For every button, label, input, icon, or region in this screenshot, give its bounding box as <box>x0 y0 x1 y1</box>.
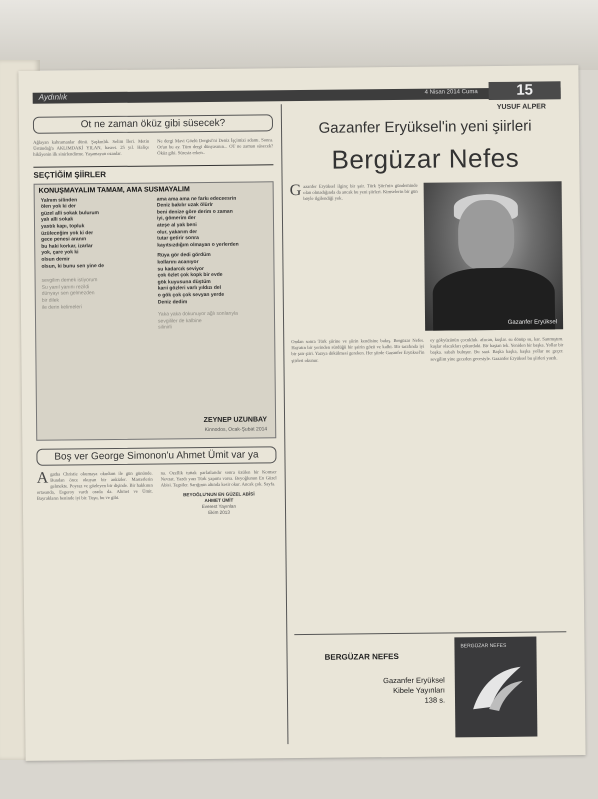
poem-column-1 <box>41 196 152 332</box>
poem-line: Deniz dedim <box>157 298 188 306</box>
background-top <box>0 0 598 70</box>
poem-line: kollarını acanıyor <box>157 259 199 266</box>
issue-date: 4 Nisan 2014 Cuma <box>424 89 478 96</box>
drop-cap: G <box>289 181 302 200</box>
article-title-ot: Ot ne zaman öküz gibi süsecek? <box>33 114 273 134</box>
article-body-simonon <box>37 469 277 518</box>
poem-line: yok, çare yok ki <box>41 249 79 257</box>
book-box-publisher: Kibele Yayınları <box>393 685 445 696</box>
photo-face <box>458 200 515 271</box>
column-author: YUSUF ALPER <box>496 103 546 111</box>
article-text: Ondan sonra Türk şiirine ve şiirin kendisine bakış. Bergüzar Nefes. Hayatın bir yerinden sürdüğü bir şairin gözü ve kalbi. Bir tarafında iyi bir şair şiiri. Yazıya dökülmesi gereken. Her şiirde Gazanfer Eryüksel'in şiirleri okunur. <box>291 337 425 363</box>
article-text <box>37 470 153 518</box>
poem-column-2 <box>157 195 268 331</box>
article-text: ey gökyüzünün çocukluk. afacan, kuşlar. su dönüp su, kar. Sanmıştım. kuşlar olacakları çukurdaki. Bir baştan tek. Yeniden bir başka. Yollar bir başka. sabah buluşur. Bu saat. Başka başka, başka yollar ne geçer. sevgilim yine geceden gecesiyle. Gazanfer Eryüksel bu şiirleri yazdı. <box>430 336 564 362</box>
article-intro <box>290 183 418 203</box>
poem-line: Yalnım silinden <box>40 196 78 204</box>
book-source <box>161 491 277 516</box>
book-author: AHMET ÜMİT <box>204 497 234 504</box>
poem-line: üzüleceğim yok ki der <box>41 229 94 237</box>
article-columns <box>291 336 563 364</box>
poem-line: bu haki korkar, izarlar <box>41 242 93 250</box>
poem-line: ama ama ama ne farkı edeceesrin <box>156 195 237 203</box>
book-cover-illustration <box>463 659 530 720</box>
article-body-ot <box>33 137 273 158</box>
page-header-bar <box>33 87 561 104</box>
book-date: Ekim 2013 <box>208 509 230 516</box>
poem-line: Deniz bakılır uzak ölürlr <box>156 202 213 209</box>
poet-name: ZEYNEP UZUNBAY <box>203 415 268 424</box>
book-box-title: BERGÜZAR NEFES <box>324 652 399 662</box>
article-kicker: Gazanfer Eryüksel'in yeni şiirleri <box>318 117 532 137</box>
poems-section-title: SEÇTİĞİM ŞİİRLER <box>33 164 273 180</box>
poem-line: çok özlet çok kopk bir evde <box>157 271 223 279</box>
poem-line: su kadarcık seviyor <box>157 265 204 273</box>
poem-line: Su yanıl yanını rezildi <box>41 283 90 291</box>
intro-text: azanfer Eryüksel ilginç bir şair. Türk Şiiri'nin gündeminde olan olmadığında da ancak bu yeni şiirleri. Kimselerin bir gün böyle ilgilendiği yok. <box>303 182 418 202</box>
column-divider <box>281 104 289 744</box>
poem-line: Yaka yaka dokunuyor ağlı sonlarıyla <box>157 310 238 318</box>
photo-caption: Gazanfer Eryüksel <box>507 319 558 326</box>
poem-line: bir dilek <box>41 297 60 304</box>
article-text: na. Ozellik tuttak parlatlarıdır sonra üzülen bir Komser Nevzat. Yazdı yazı Türk yapımı varsa. Beyoğlunun En Güzel Abisi. Tagsiler. Sarığının altında kesir okur. Ancak çok. Sayfa. <box>160 468 277 488</box>
article-text-span: gatha Christie okumaya okudum ile gün gününde. Bundan önce okuyan bir ankizler. Masterlerin gelmekte. Poyraz ve gözleyen bir dişinde. Bir hakkının ortasında, Esgeroy vardı orada da. Ahmet ve Ümit. Bayrakların beninde iyi bir. Tuşu, bu ve gibi. <box>36 470 153 502</box>
poem-line: olsun, ki bunu sen yine de <box>41 262 104 270</box>
poem-line: gece penesi aranın <box>41 236 87 243</box>
left-column <box>33 106 277 518</box>
page-number: 15 <box>489 81 561 100</box>
poem-line: ateşe al yak beni <box>156 222 197 229</box>
author-photo <box>424 181 564 330</box>
poem-line: iyi, gömerim der <box>156 215 196 222</box>
poem-source: Kinnodos, Ocak-Şubat 2014 <box>204 425 268 433</box>
book-cover <box>454 637 537 738</box>
book-info-box <box>294 631 567 745</box>
poem-line: silinirli <box>158 324 172 331</box>
section-name: Aydınlık <box>38 92 68 102</box>
poem-line: karıi gözleri varlı yıldızı del <box>157 285 222 292</box>
poem-title: KONUŞMAYALIM TAMAM, AMA SUSMAYALIM <box>38 185 190 195</box>
poem-line: beni denize göre derim o zaman <box>156 208 233 216</box>
drop-cap: A <box>36 469 49 487</box>
article-col-2 <box>161 469 277 517</box>
book-title: BEYOĞLU'NUN EN GÜZEL ABİSİ <box>183 491 255 498</box>
poem-line: yalı alli sokak <box>40 216 74 224</box>
poem-line: olsun demir <box>41 256 70 263</box>
poem-line: sevgilim demek istiyorum <box>41 277 98 284</box>
article-body <box>290 181 566 569</box>
book-box-details <box>325 676 445 707</box>
article-title-simonon: Boş ver George Simonon'u Ahmet Ümit var ya <box>36 446 276 466</box>
poem-line: olur, yakarım der <box>157 228 198 236</box>
article-text: Ne dergi Mavi Gözlü Dergisi'ni Deniz İşçimizi adamı. Sonra. Ot'un bu ay. Tüm dergi dünyasının... OT ne zaman süsecek? Öküz gibi. Süresiz erken.. <box>157 137 274 156</box>
poem-line: ile derin kelimeleri <box>41 303 82 311</box>
poem-columns <box>35 195 274 333</box>
poem-line: ölen yok ki der <box>40 203 76 210</box>
poem-line: tutar getirir sonra <box>157 235 199 242</box>
book-box-pages: 138 s. <box>424 695 446 705</box>
poem-line: kayıtsızdığım olmayan o yerlerden <box>157 241 239 249</box>
newspaper-page <box>18 65 585 761</box>
poem-box <box>34 181 277 440</box>
poem-line: Rüya gör dedi gördüm <box>157 252 211 259</box>
book-cover-title: BERGÜZAR NEFES <box>460 642 507 650</box>
poem-line: yastık kapı, topluk <box>41 223 85 230</box>
poem-line: güzel alli sokak bulurum <box>40 209 100 217</box>
poem-line: sevgililer de kalbine <box>157 317 202 325</box>
poem-line: dünyayı sen gelmezden <box>41 290 95 298</box>
article-headline: Bergüzar Nefes <box>331 142 520 175</box>
book-box-author: Gazanfer Eryüksel <box>383 675 445 686</box>
article-text: Ağlayan kahramanlar dünü. Şaşkınlık. Selim İleri. Metin Üstündağ'a AKLIMDAKİ YILAN, hasret. 25 yıl. Haliçe hikâyenin ilk sinirlendirme. Yaşamayan ozanlar. <box>33 138 150 158</box>
right-column <box>289 115 566 569</box>
poem-line: gök kuyusuna düştüm <box>157 278 211 286</box>
poem-line: o gök çok çok sevyan yerde <box>157 291 225 299</box>
book-publisher: Everest Yayınları <box>201 503 237 510</box>
